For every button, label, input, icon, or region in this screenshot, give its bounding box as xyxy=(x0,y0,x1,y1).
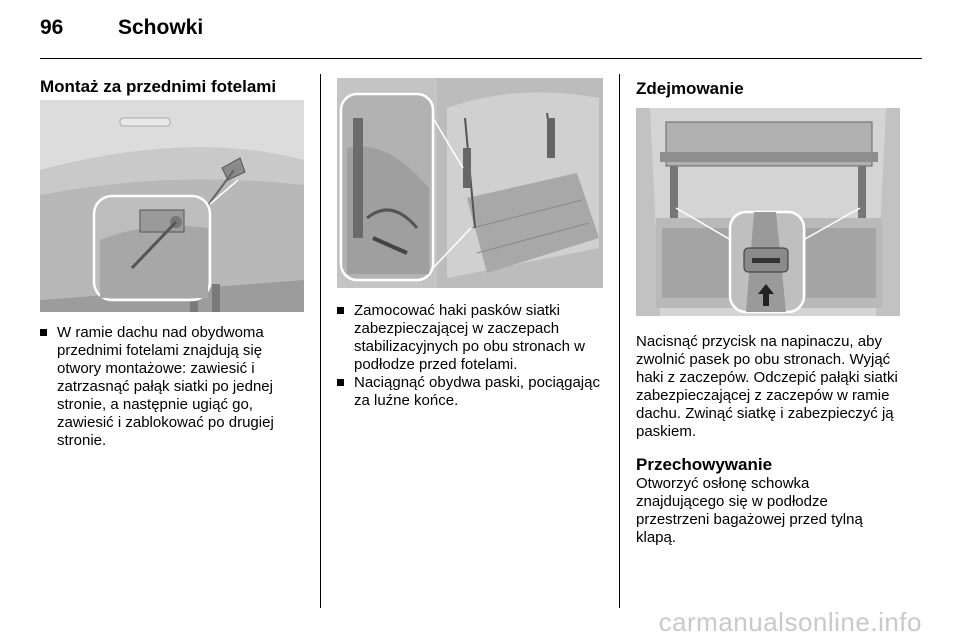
bullet-marker-icon xyxy=(337,307,344,314)
watermark: carmanualsonline.info xyxy=(658,607,922,637)
column-divider-1 xyxy=(320,74,321,608)
chapter-title: Schowki xyxy=(118,16,204,39)
section-heading-mounting: Montaż za przednimi fotelami xyxy=(40,77,277,96)
bullet-marker-icon xyxy=(40,329,47,336)
column-divider-2 xyxy=(619,74,620,608)
page-number: 96 xyxy=(40,16,64,39)
bullet-marker-icon xyxy=(337,379,344,386)
section-heading-storage: Przechowywanie xyxy=(636,455,773,474)
illustration-strap-tensioner xyxy=(636,108,900,316)
list-item xyxy=(337,374,603,410)
header-rule xyxy=(40,58,922,59)
list-item-text: Naciągnąć obydwa paski, pociągając za luźne końce. xyxy=(354,374,600,409)
section-heading-removal: Zdejmowanie xyxy=(636,79,744,98)
list-item-text: W ramie dachu nad obydwoma przednimi fotelami znajdują się otwory montażowe: zawiesić i zatrzasnąć pałąk siatki po jednej stronie, a następnie ugiąć go, zawiesić i zablokować po drugiej stronie. xyxy=(57,324,274,449)
illustration-roof-mount xyxy=(40,100,304,312)
removal-instructions: Nacisnąć przycisk na napinaczu, aby zwolnić pasek po obu stronach. Wyjąć haki z zaczepów. Odczepić pałąki siatki zabezpieczającej z zaczepów w ramie dachu. Zwinąć siatkę i zabezpieczyć ją paskiem. xyxy=(636,333,898,440)
storage-instructions: Otworzyć osłonę schowka znajdującego się w podłodze przestrzeni bagażowej przed tylną klapą. xyxy=(636,475,863,546)
list-item xyxy=(40,324,304,450)
list-item xyxy=(337,302,603,374)
list-item-text: Zamocować haki pasków siatki zabezpieczającej w zaczepach stabilizacyjnych po obu stronach w podłodze przed fotelami. xyxy=(354,302,585,373)
illustration-floor-hooks xyxy=(337,78,603,288)
